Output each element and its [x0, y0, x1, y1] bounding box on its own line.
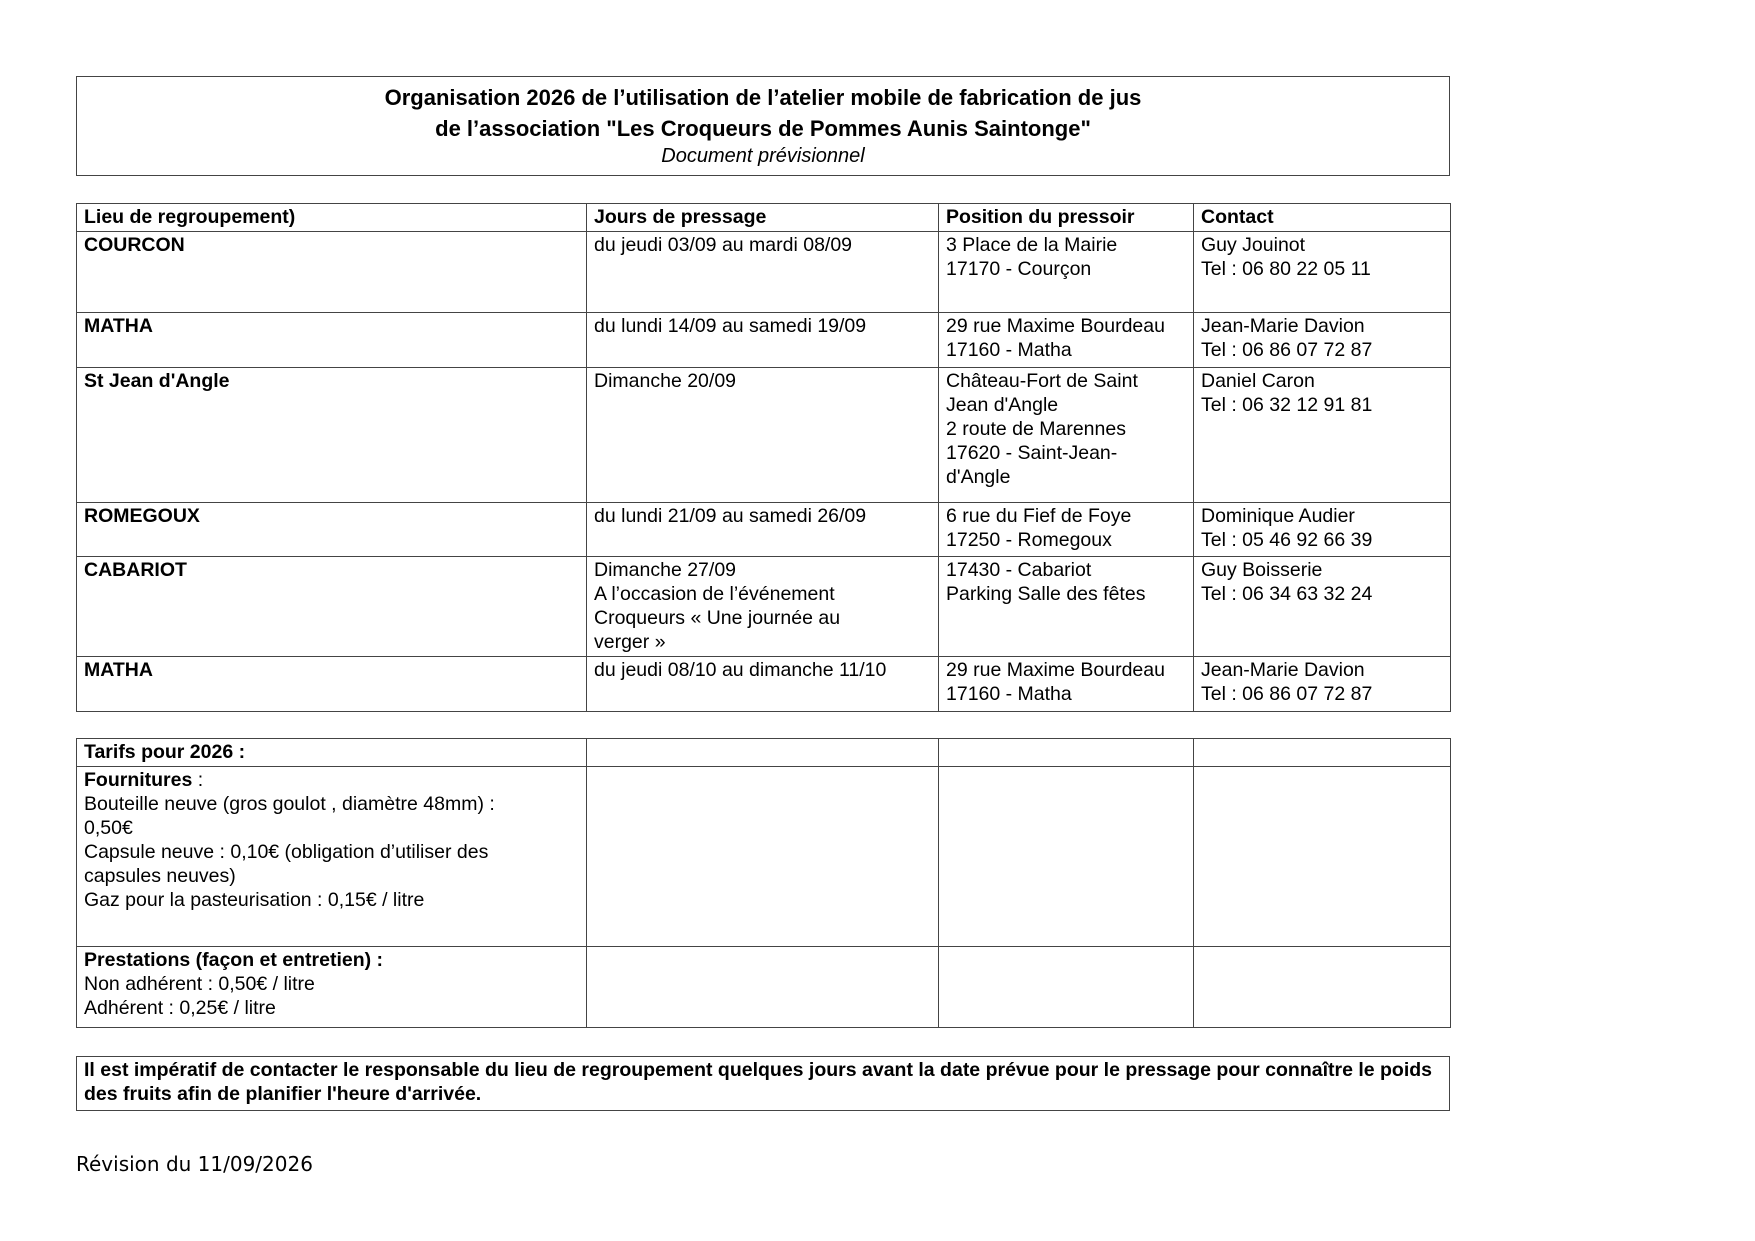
- empty-cell: [939, 739, 1194, 767]
- document-header: [76, 76, 1450, 176]
- cell-lieu: CABARIOT: [77, 557, 587, 657]
- title-line-1: Organisation 2026 de l’utilisation de l’atelier mobile de fabrication de jus: [384, 85, 1142, 110]
- fournitures-row: [77, 767, 1451, 947]
- cell-position: 29 rue Maxime Bourdeau 17160 - Matha: [939, 313, 1194, 368]
- table-row: [77, 557, 1451, 657]
- tarifs-table: [76, 738, 1451, 1028]
- cell-lieu: St Jean d'Angle: [77, 368, 587, 503]
- prestations-row: [77, 947, 1451, 1028]
- table-row: [77, 657, 1451, 712]
- cell-jours: du lundi 21/09 au samedi 26/09: [587, 503, 939, 557]
- empty-cell: [939, 947, 1194, 1028]
- table-row: [77, 503, 1451, 557]
- cell-position: Château-Fort de Saint Jean d'Angle 2 route de Marennes 17620 - Saint-Jean- d'Angle: [939, 368, 1194, 503]
- empty-cell: [587, 739, 939, 767]
- tarifs-title-row: [77, 739, 1451, 767]
- cell-jours: du lundi 14/09 au samedi 19/09: [587, 313, 939, 368]
- important-note: Il est impératif de contacter le responsable du lieu de regroupement quelques jours avant la date prévue pour le pressage pour connaître le poids des fruits afin de planifier l'heure d'arrivée.: [76, 1056, 1450, 1111]
- table-header-row: [77, 204, 1451, 232]
- fournitures-cell: [77, 767, 587, 947]
- schedule-table: [76, 203, 1451, 712]
- table-row: [77, 313, 1451, 368]
- empty-cell: [1194, 767, 1451, 947]
- empty-cell: [1194, 739, 1451, 767]
- empty-cell: [587, 767, 939, 947]
- cell-jours: Dimanche 27/09 A l’occasion de l’événement Croqueurs « Une journée au verger »: [587, 557, 939, 657]
- fournitures-lines: Bouteille neuve (gros goulot , diamètre 48mm) : 0,50€ Capsule neuve : 0,10€ (obligation d’utiliser des capsules neuves) Gaz pour la pasteurisation : 0,15€ / litre: [84, 793, 495, 911]
- prestations-cell: [77, 947, 587, 1028]
- tarifs-title: Tarifs pour 2026 :: [77, 739, 587, 767]
- subtitle: Document prévisionnel: [661, 145, 865, 167]
- header-position: Position du pressoir: [939, 204, 1194, 232]
- revision-date: Révision du 11/09/2026: [76, 1152, 313, 1176]
- table-row: [77, 368, 1451, 503]
- cell-jours: du jeudi 03/09 au mardi 08/09: [587, 232, 939, 313]
- header-jours: Jours de pressage: [587, 204, 939, 232]
- prestations-lines: Non adhérent : 0,50€ / litre Adhérent : 0,25€ / litre: [84, 973, 315, 1019]
- cell-jours: Dimanche 20/09: [587, 368, 939, 503]
- cell-lieu: COURCON: [77, 232, 587, 313]
- cell-position: 29 rue Maxime Bourdeau 17160 - Matha: [939, 657, 1194, 712]
- empty-cell: [587, 947, 939, 1028]
- cell-contact: Guy Boisserie Tel : 06 34 63 32 24: [1194, 557, 1451, 657]
- empty-cell: [1194, 947, 1451, 1028]
- cell-lieu: ROMEGOUX: [77, 503, 587, 557]
- cell-contact: Jean-Marie Davion Tel : 06 86 07 72 87: [1194, 313, 1451, 368]
- cell-position: 3 Place de la Mairie 17170 - Courçon: [939, 232, 1194, 313]
- header-contact: Contact: [1194, 204, 1451, 232]
- cell-position: 17430 - Cabariot Parking Salle des fêtes: [939, 557, 1194, 657]
- cell-jours: du jeudi 08/10 au dimanche 11/10: [587, 657, 939, 712]
- cell-contact: Guy Jouinot Tel : 06 80 22 05 11: [1194, 232, 1451, 313]
- fournitures-colon: :: [192, 769, 204, 791]
- title-line-2: de l’association "Les Croqueurs de Pommes Aunis Saintonge": [435, 116, 1091, 141]
- cell-contact: Jean-Marie Davion Tel : 06 86 07 72 87: [1194, 657, 1451, 712]
- fournitures-label: Fournitures: [84, 769, 193, 791]
- cell-position: 6 rue du Fief de Foye 17250 - Romegoux: [939, 503, 1194, 557]
- cell-contact: Daniel Caron Tel : 06 32 12 91 81: [1194, 368, 1451, 503]
- prestations-label: Prestations (façon et entretien) :: [84, 949, 384, 971]
- cell-lieu: MATHA: [77, 313, 587, 368]
- header-lieu: Lieu de regroupement): [77, 204, 587, 232]
- empty-cell: [939, 767, 1194, 947]
- cell-contact: Dominique Audier Tel : 05 46 92 66 39: [1194, 503, 1451, 557]
- table-row: [77, 232, 1451, 313]
- cell-lieu: MATHA: [77, 657, 587, 712]
